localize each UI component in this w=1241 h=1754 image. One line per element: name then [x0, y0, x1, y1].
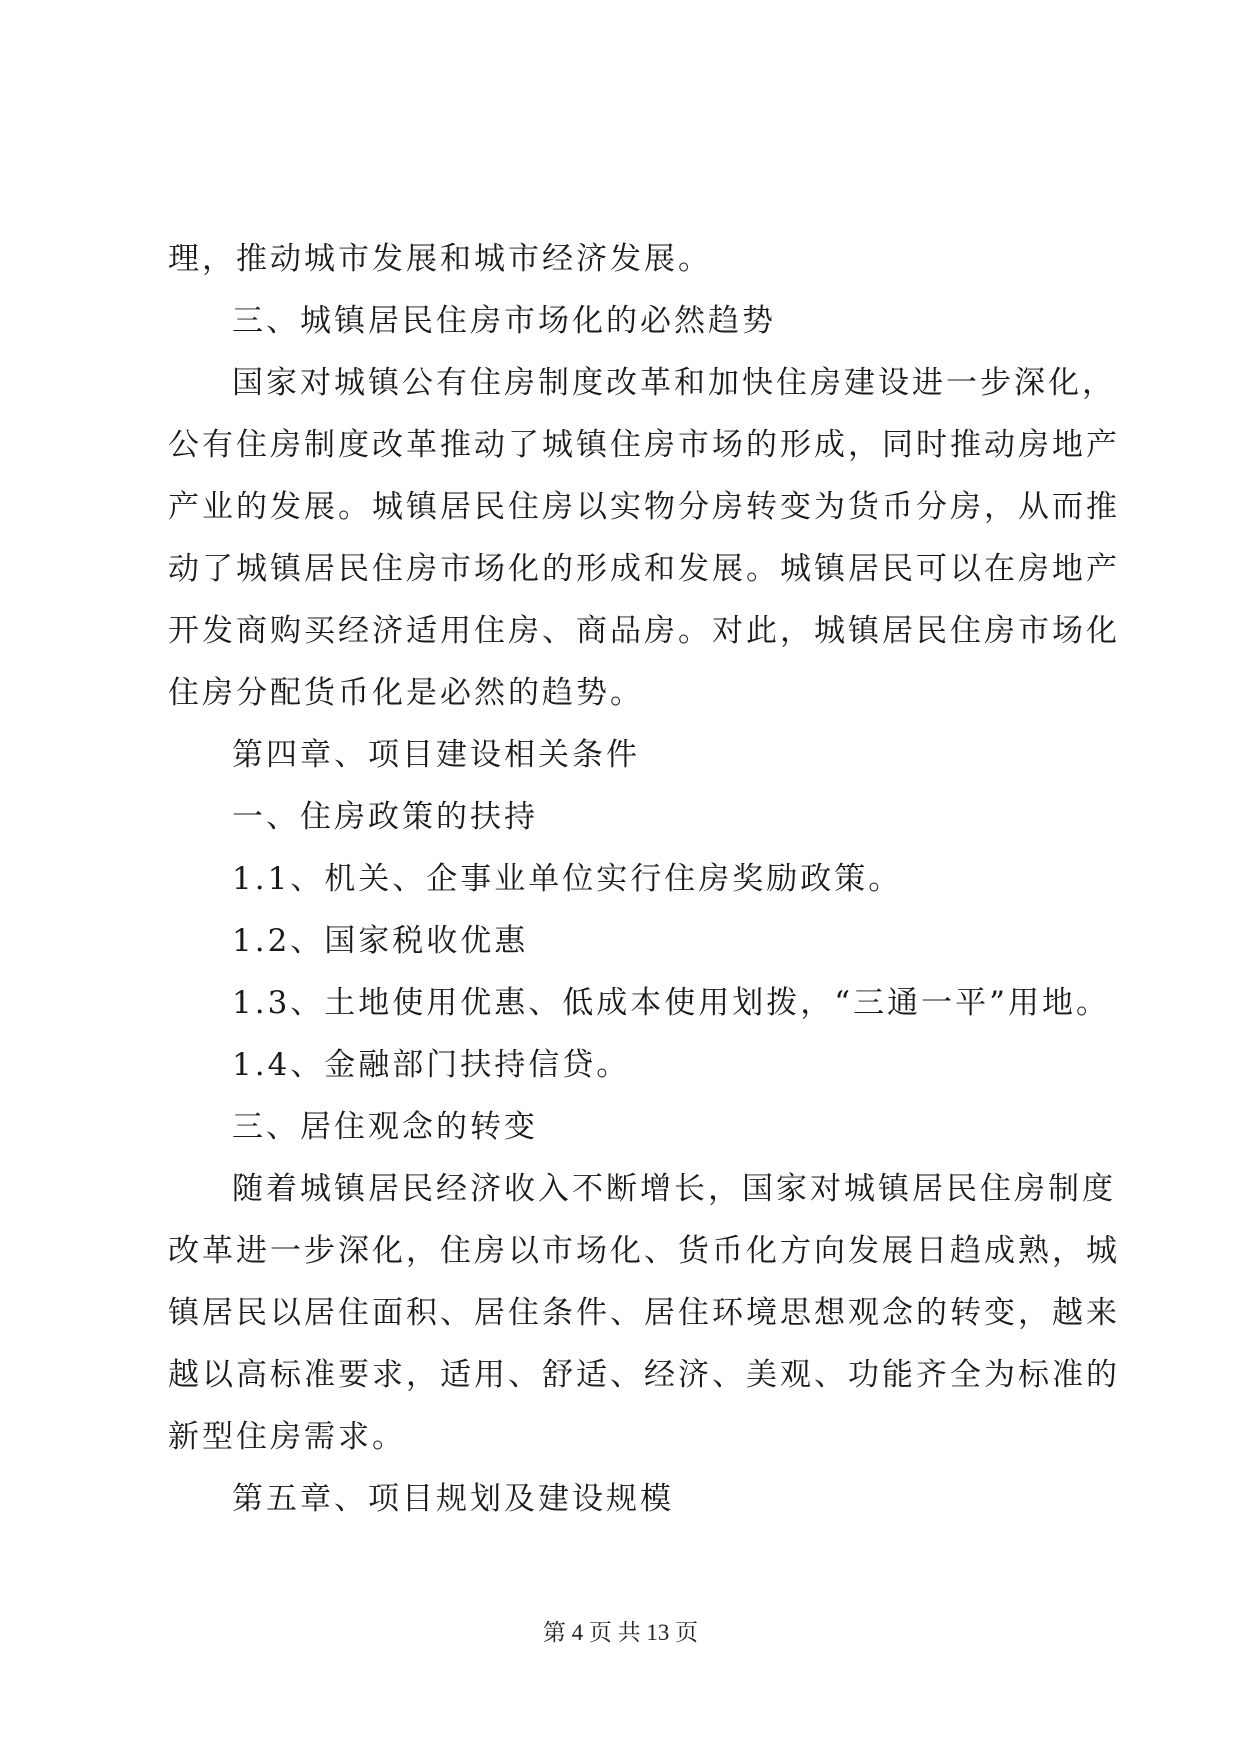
section-heading: 三、居住观念的转变	[232, 1109, 538, 1145]
text-line: 新型住房需求。	[168, 1419, 406, 1455]
text-line: 动了城镇居民住房市场化的形成和发展。城镇居民可以在房地产	[168, 551, 1120, 587]
text-line: 镇居民以居住面积、居住条件、居住环境思想观念的转变，越来	[168, 1295, 1120, 1331]
text-line: 公有住房制度改革推动了城镇住房市场的形成，同时推动房地产	[168, 427, 1120, 463]
text-line: 改革进一步深化，住房以市场化、货币化方向发展日趋成熟，城	[168, 1233, 1120, 1269]
list-item: 1.3、土地使用优惠、低成本使用划拨，“三通一平”用地。	[232, 985, 1110, 1021]
section-heading: 一、住房政策的扶持	[232, 799, 538, 835]
page-number-footer: 第 4 页 共 13 页	[542, 1620, 699, 1645]
list-item: 1.2、国家税收优惠	[232, 923, 529, 959]
chapter-heading: 第五章、项目规划及建设规模	[232, 1481, 674, 1517]
text-line: 随着城镇居民经济收入不断增长，国家对城镇居民住房制度	[232, 1171, 1116, 1207]
text-line: 国家对城镇公有住房制度改革和加快住房建设进一步深化，	[232, 365, 1116, 401]
list-item: 1.1、机关、企事业单位实行住房奖励政策。	[232, 861, 903, 897]
text-line: 产业的发展。城镇居民住房以实物分房转变为货币分房，从而推	[168, 489, 1120, 525]
section-heading: 三、城镇居民住房市场化的必然趋势	[232, 303, 776, 339]
text-line: 住房分配货币化是必然的趋势。	[168, 675, 644, 711]
chapter-heading: 第四章、项目建设相关条件	[232, 737, 640, 773]
text-line: 理，推动城市发展和城市经济发展。	[168, 241, 712, 277]
text-line: 开发商购买经济适用住房、商品房。对此，城镇居民住房市场化	[168, 613, 1120, 649]
document-body	[168, 228, 1120, 1530]
list-item: 1.4、金融部门扶持信贷。	[232, 1047, 631, 1083]
text-line: 越以高标准要求，适用、舒适、经济、美观、功能齐全为标准的	[168, 1357, 1120, 1393]
